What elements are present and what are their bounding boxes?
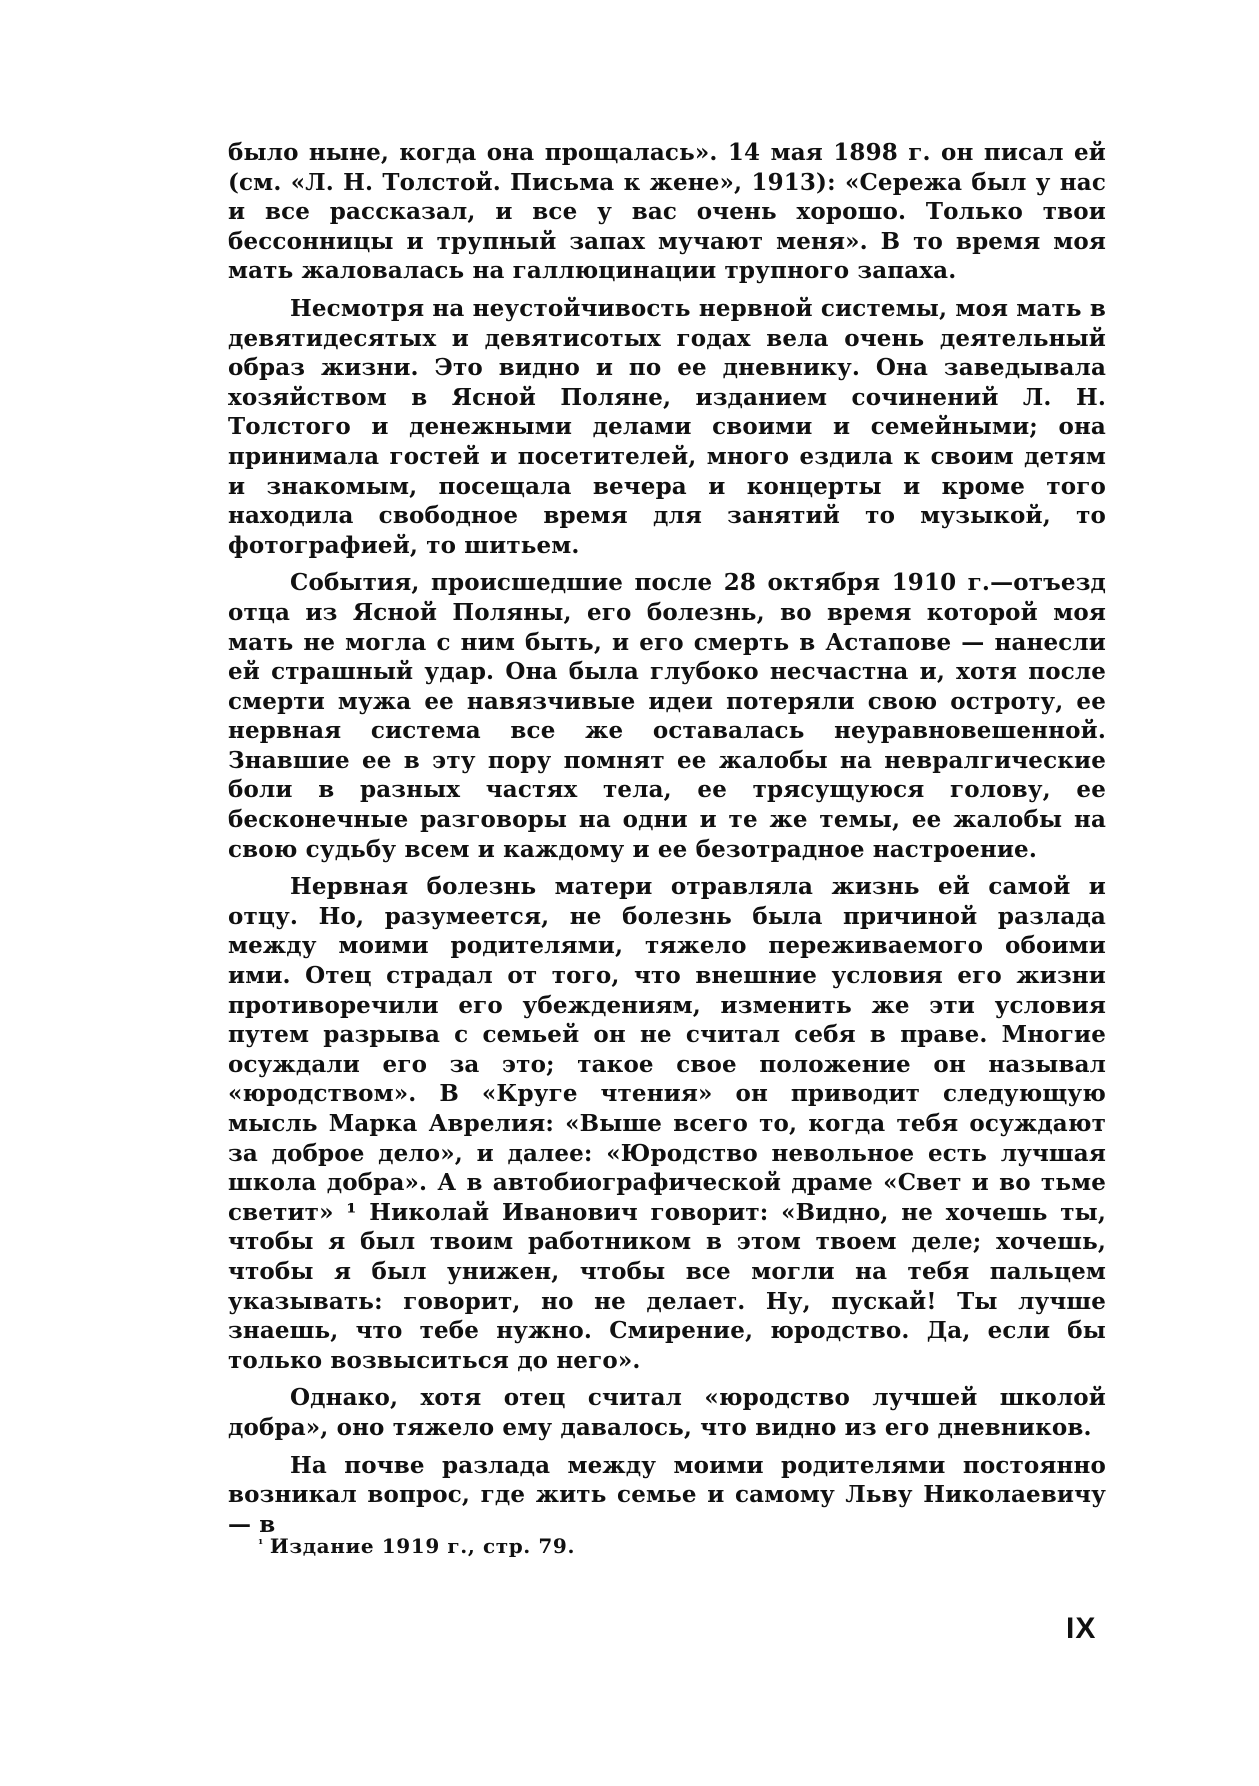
paragraph-4: Нервная болезнь матери отравляла жизнь ей самой и отцу. Но, разумеется, не болезнь была причиной разлада между моими родителями, тяжело переживаемого обоими ими. Отец страдал от того, что внешние условия его жизни противоречили его убеждениям, изменить же эти условия путем разрыва с семьей он не считал себя в праве. Многие осуждали его за это; такое свое положение он называл «юродством». В «Круге чтения» он приводит следующую мысль Марка Аврелия: «Выше всего то, когда тебя осуждают за доброе дело», и далее: «Юродство невольное есть лучшая школа добра». А в автобиографической драме «Свет и во тьме светит» ¹ Николай Иванович говорит: «Видно, не хочешь ты, чтобы я был твоим работником в этом твоем деле; хочешь, чтобы я был унижен, чтобы все могли на тебя пальцем указывать: говорит, но не делает. Ну, пускай! Ты лучше знаешь, что тебе нужно. Смирение, юродство. Да, если бы только возвыситься до него». [228, 873, 1106, 1374]
footnote-marker: ¹ [258, 1537, 264, 1551]
footnote-text: Издание 1919 г., стр. 79. [269, 1534, 576, 1558]
page-number: IX [1066, 1612, 1097, 1645]
body-text [228, 138, 1106, 1547]
paragraph-6: На почве разлада между моими родителями постоянно возникал вопрос, где жить семье и самому Льву Николаевичу — в [228, 1451, 1106, 1538]
paragraph-2: Несмотря на неустойчивость нервной системы, моя мать в девятидесятых и девятисотых годах вела очень деятельный образ жизни. Это видно и по ее дневнику. Она заведывала хозяйством в Ясной Поляне, изданием сочинений Л. Н. Толстого и денежными делами своими и семейными; она принимала гостей и посетителей, много ездила к своим детям и знакомым, посещала вечера и концерты и кроме того находила свободное время для занятий то музыкой, то фотографией, то шитьем. [228, 294, 1106, 559]
paragraph-5: Однако, хотя отец считал «юродство лучшей школой добра», оно тяжело ему давалось, что видно из его дневников. [228, 1384, 1106, 1441]
paragraph-1: было ныне, когда она прощалась». 14 мая 1898 г. он писал ей (см. «Л. Н. Толстой. Письма к жене», 1913): «Сережа был у нас и все рассказал, и все у вас очень хорошо. Только твои бессонницы и трупный запах мучают меня». В то время моя мать жаловалась на галлюцинации трупного запаха. [228, 139, 1106, 285]
paragraph-3: События, происшедшие после 28 октября 1910 г.—отъезд отца из Ясной Поляны, его болезнь, во время которой моя мать не могла с ним быть, и его смерть в Астапове — нанесли ей страшный удар. Она была глубоко несчастна и, хотя после смерти мужа ее навязчивые идеи потеряли свою остроту, ее нервная система все же оставалась неуравновешенной. Знавшие ее в эту пору помнят ее жалобы на невралгические боли в разных частях тела, ее трясущуюся голову, ее бесконечные разговоры на одни и те же темы, ее жалобы на свою судьбу всем и каждому и ее безотрадное настроение. [228, 569, 1106, 863]
footnote [258, 1534, 575, 1558]
